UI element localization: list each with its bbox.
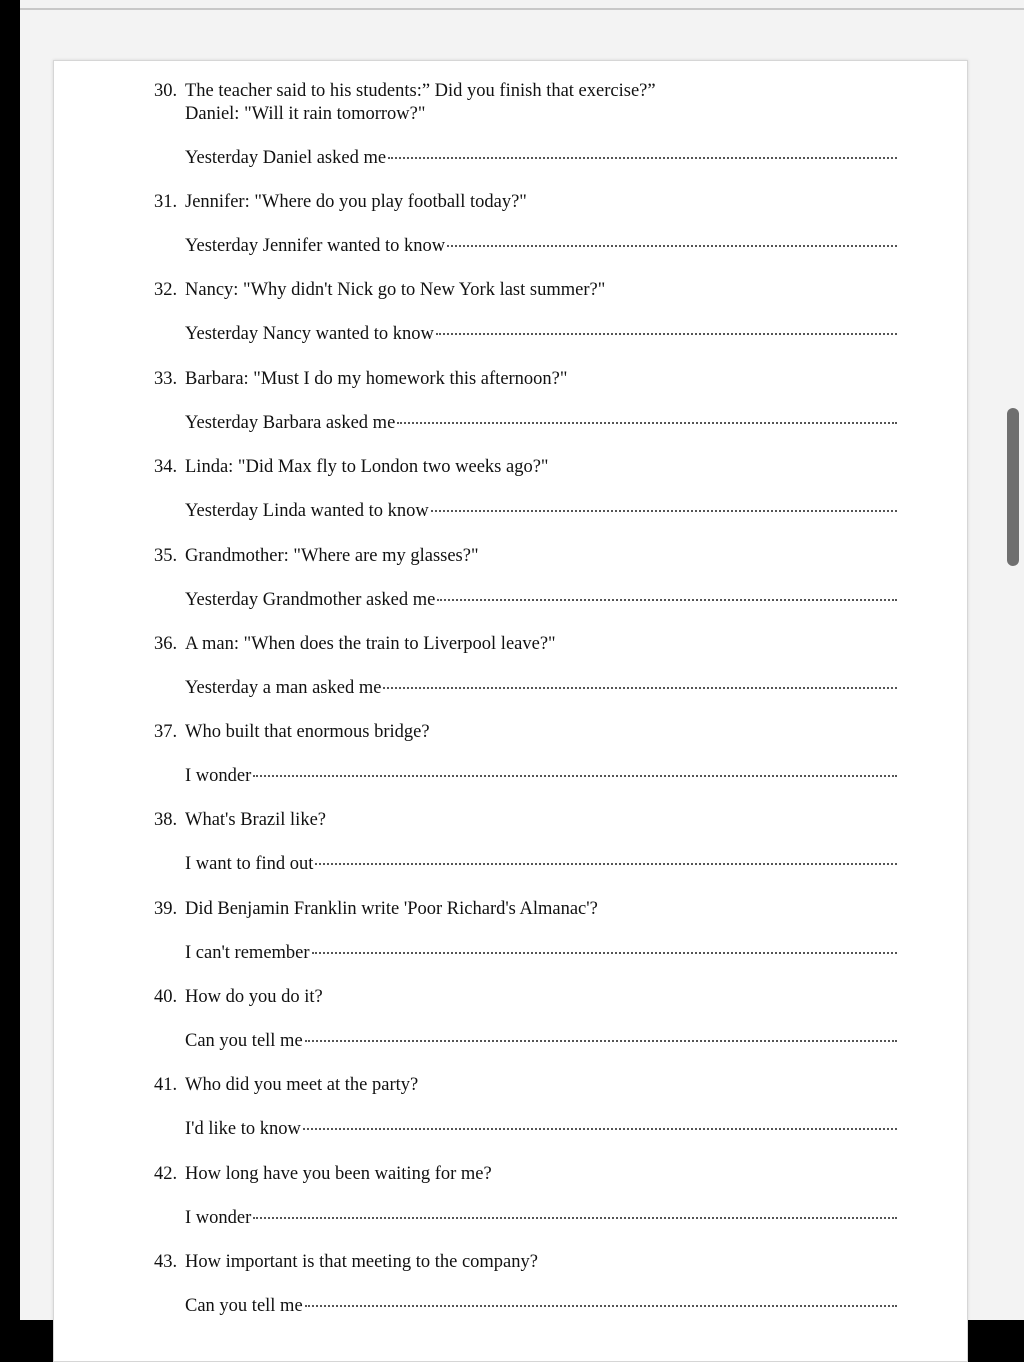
question-40: 40. How do you do it?	[154, 987, 323, 1007]
question-30-subline: Daniel: "Will it rain tomorrow?"	[185, 104, 426, 124]
answer-blank[interactable]	[253, 1216, 897, 1219]
answer-line-38[interactable]: I want to find out	[185, 854, 897, 875]
answer-blank[interactable]	[303, 1127, 897, 1130]
answer-blank[interactable]	[436, 332, 897, 335]
answer-line-37[interactable]: I wonder	[185, 766, 897, 787]
question-30: 30. The teacher said to his students:” Did you finish that exercise?”	[154, 81, 656, 101]
document-viewport	[20, 0, 1024, 1320]
document-page	[53, 60, 968, 1362]
question-39: 39. Did Benjamin Franklin write 'Poor Richard's Almanac'?	[154, 899, 598, 919]
answer-line-42[interactable]: I wonder	[185, 1208, 897, 1229]
vertical-scrollbar-thumb[interactable]	[1007, 408, 1019, 566]
answer-line-41[interactable]: I'd like to know	[185, 1119, 897, 1140]
question-42: 42. How long have you been waiting for me?	[154, 1164, 492, 1184]
answer-blank[interactable]	[388, 156, 897, 159]
answer-line-39[interactable]: I can't remember	[185, 943, 897, 964]
question-34: 34. Linda: "Did Max fly to London two weeks ago?"	[154, 457, 549, 477]
answer-blank[interactable]	[431, 509, 897, 512]
question-31: 31. Jennifer: "Where do you play football today?"	[154, 192, 527, 212]
answer-line-31[interactable]: Yesterday Jennifer wanted to know	[185, 236, 897, 257]
answer-line-40[interactable]: Can you tell me	[185, 1031, 897, 1052]
question-37: 37. Who built that enormous bridge?	[154, 722, 430, 742]
answer-line-33[interactable]: Yesterday Barbara asked me	[185, 413, 897, 434]
answer-line-36[interactable]: Yesterday a man asked me	[185, 678, 897, 699]
answer-line-34[interactable]: Yesterday Linda wanted to know	[185, 501, 897, 522]
top-divider	[20, 8, 1024, 10]
question-32: 32. Nancy: "Why didn't Nick go to New York last summer?"	[154, 280, 606, 300]
question-33: 33. Barbara: "Must I do my homework this afternoon?"	[154, 369, 568, 389]
question-41: 41. Who did you meet at the party?	[154, 1075, 419, 1095]
answer-blank[interactable]	[315, 862, 897, 865]
answer-blank[interactable]	[305, 1304, 897, 1307]
answer-line-32[interactable]: Yesterday Nancy wanted to know	[185, 324, 897, 345]
answer-line-30[interactable]: Yesterday Daniel asked me	[185, 148, 897, 169]
answer-blank[interactable]	[437, 598, 897, 601]
answer-blank[interactable]	[447, 244, 897, 247]
question-36: 36. A man: "When does the train to Liverpool leave?"	[154, 634, 556, 654]
answer-blank[interactable]	[312, 951, 897, 954]
answer-blank[interactable]	[253, 774, 897, 777]
question-35: 35. Grandmother: "Where are my glasses?"	[154, 546, 479, 566]
answer-line-35[interactable]: Yesterday Grandmother asked me	[185, 590, 897, 611]
question-43: 43. How important is that meeting to the company?	[154, 1252, 538, 1272]
answer-line-43[interactable]: Can you tell me	[185, 1296, 897, 1317]
answer-blank[interactable]	[397, 421, 897, 424]
answer-blank[interactable]	[305, 1039, 897, 1042]
answer-blank[interactable]	[383, 686, 897, 689]
question-38: 38. What's Brazil like?	[154, 810, 326, 830]
